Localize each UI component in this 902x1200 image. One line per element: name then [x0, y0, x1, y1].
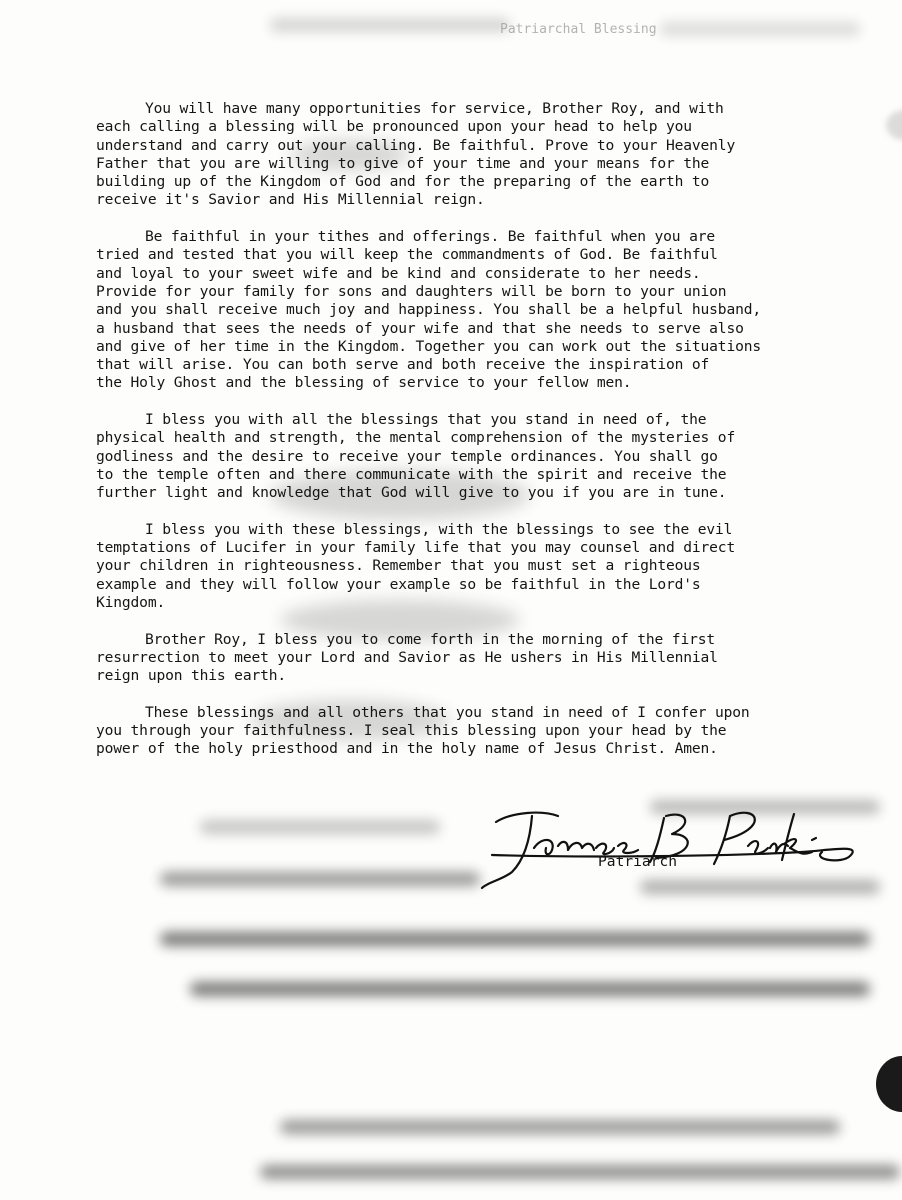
handwritten-signature [472, 800, 872, 895]
faint-header-text: Patriarchal Blessing [500, 22, 657, 37]
paragraph-seal: These blessings and all others that you stand in need of I confer upon you through your faithfulness. I seal this blessing upon your head by the power of the holy priesthood and in the holy name of Jesus Christ. Amen. [96, 703, 750, 758]
bleed-streak [270, 18, 510, 32]
blessing-body [96, 100, 856, 777]
bleed-streak [260, 1165, 900, 1179]
paragraph-health: I bless you with all the blessings that you stand in need of, the physical health and strength, the mental comprehension of the mysteries of godliness and the desire to receive your temple ordinances. You shall go to the temple often and there communicate with the spirit and receive the further light and knowledge that God will give to you if you are in tune. [96, 411, 736, 502]
bleed-streak [160, 872, 480, 886]
punch-hole [876, 1056, 902, 1112]
bleed-streak [190, 982, 870, 996]
punch-hole-shadow [886, 110, 902, 140]
bleed-streak [660, 22, 860, 36]
bleed-streak [280, 1120, 840, 1134]
paragraph-faithful: Be faithful in your tithes and offerings. Be faithful when you are tried and tested that you will keep the commandments of God. Be faithful and loyal to your sweet wife and be kind and considerate to her needs. Provide for your family for sons and daughters will be born to your union and you shall receive much joy and happiness. You shall be a helpful husband, a husband that sees the needs of your wife and that she needs to serve also and give of her time in the Kingdom. Together you can work out the situations that will arise. You can both serve and both receive the inspiration of the Holy Ghost and the blessing of service to your fellow men. [96, 228, 761, 392]
signature-title: Patriarch [598, 853, 678, 870]
bleed-streak [200, 820, 440, 834]
paragraph-service: You will have many opportunities for service, Brother Roy, and with each calling a blessing will be pronounced upon your head to help you understand and carry out your calling. Be faithful. Prove to your Heavenly Father that you are willing to give of your time and your means for the building up of the Kingdom of God and for the preparing of the earth to receive it's Savior and His Millennial reign. [96, 100, 736, 209]
paragraph-temptations: I bless you with these blessings, with the blessings to see the evil temptations of Lucifer in your family life that you may counsel and direct your children in righteousness. Remember that you must set a righteous example and they will follow your example so be faithful in the Lord's Kingdom. [96, 520, 736, 612]
bleed-streak [160, 932, 870, 946]
paragraph-resurrection: Brother Roy, I bless you to come forth in the morning of the first resurrection to meet your Lord and Savior as He ushers in His Millennial reign upon this earth. [96, 630, 718, 685]
